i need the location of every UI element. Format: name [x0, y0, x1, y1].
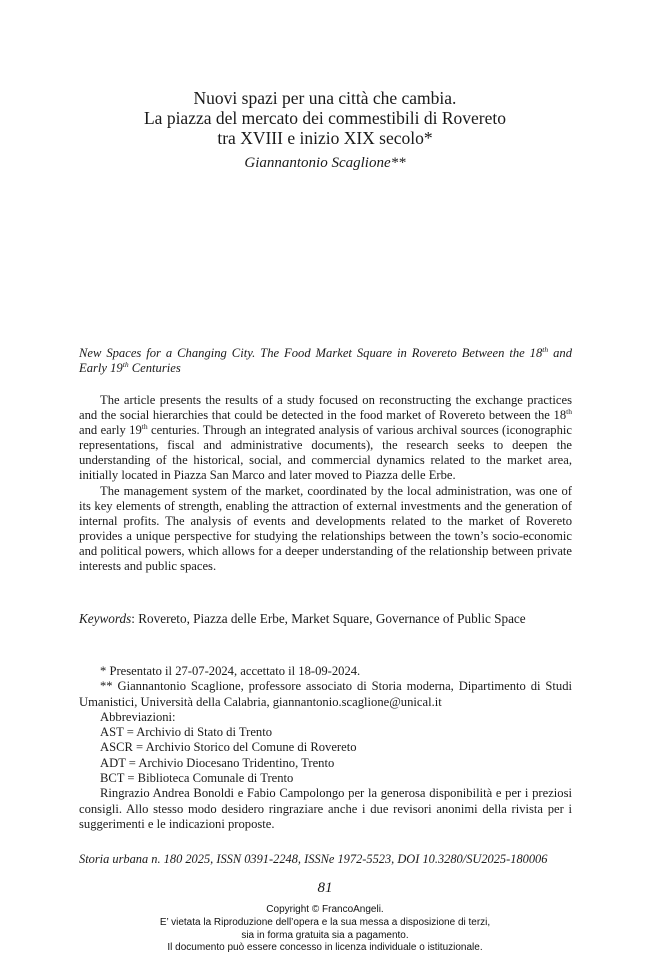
abstract-title: New Spaces for a Changing City. The Food Market Square in Rovereto Between the 18th and Early 19th Centuries [79, 344, 572, 376]
abstract-paragraph-2: The management system of the market, coordinated by the local administration, was one of its key elements of strength, enabling the attraction of external investments and the generation of internal profits. The analysis of events and developments related to the market of Rovereto provides a unique perspective for studying the relationships between the town’s socio-economic and political powers, which allows for a deeper understanding of the relationship between private interests and public spaces. [79, 483, 572, 574]
title-line-1: Nuovi spazi per una città che cambia. [193, 88, 457, 108]
copyright-line-2: E’ vietata la Riproduzione dell’opera e la sua messa a disposizione di terzi, [159, 916, 491, 928]
copyright-line-3: sia in forma gratuita sia a pagamento. [241, 929, 409, 941]
copyright-notice [0, 904, 650, 955]
keywords [79, 611, 572, 626]
title-line-2: La piazza del mercato dei commestibili di Rovereto [143, 108, 506, 128]
page-number: 81 [317, 880, 333, 896]
title-line-3: tra XVIII e inizio XIX secolo* [217, 128, 433, 148]
journal-citation: Storia urbana n. 180 2025, ISSN 0391-2248, ISSNe 1972-5523, DOI 10.3280/SU2025-180006 [79, 852, 548, 866]
abbreviation-item: BCT = Biblioteca Comunale di Trento [100, 771, 294, 786]
abstract-paragraph-1: The article presents the results of a study focused on reconstructing the exchange practices and the social hierarchies that could be detected in the food market of Rovereto between the 18th and early 19th centuries. Through an integrated analysis of various archival sources (iconographic representations, fiscal and administrative documents), the research seeks to deepen the understanding of the historical, social, and commercial dynamics related to the market area, initially located in Piazza San Marco and later moved to Piazza delle Erbe. [79, 393, 572, 483]
abbreviation-item: ADT = Archivio Diocesano Tridentino, Trento [100, 755, 335, 770]
footnotes [79, 664, 572, 832]
author-name: Giannantonio Scaglione** [244, 155, 406, 171]
article-title [0, 88, 650, 148]
abstract-body [79, 393, 572, 574]
keywords-label: Keywords [79, 611, 132, 626]
abbreviations-label: Abbreviazioni: [100, 709, 176, 724]
copyright-line-4: Il documento può essere concesso in licenza individuale o istituzionale. [167, 942, 483, 954]
abbreviation-item: AST = Archivio di Stato di Trento [100, 725, 273, 740]
keywords-text: : Rovereto, Piazza delle Erbe, Market Square, Governance of Public Space [131, 611, 526, 626]
abbreviation-item: ASCR = Archivio Storico del Comune di Rovereto [100, 740, 357, 755]
acknowledgements: Ringrazio Andrea Bonoldi e Fabio Campolongo per la generosa disponibilità e per i preziosi consigli. Allo stesso modo desidero ringraziare anche i due revisori anonimi della rivista per i suggerimenti e le indicazioni proposte. [79, 786, 572, 831]
copyright-line-1: Copyright © FrancoAngeli. [266, 904, 384, 915]
footnote-2: ** Giannantonio Scaglione, professore associato di Storia moderna, Dipartimento di Studi Umanistici, Università della Calabria, giannantonio.scaglione@unical.it [79, 679, 572, 709]
footnote-1: * Presentato il 27-07-2024, accettato il 18-09-2024. [100, 664, 361, 678]
